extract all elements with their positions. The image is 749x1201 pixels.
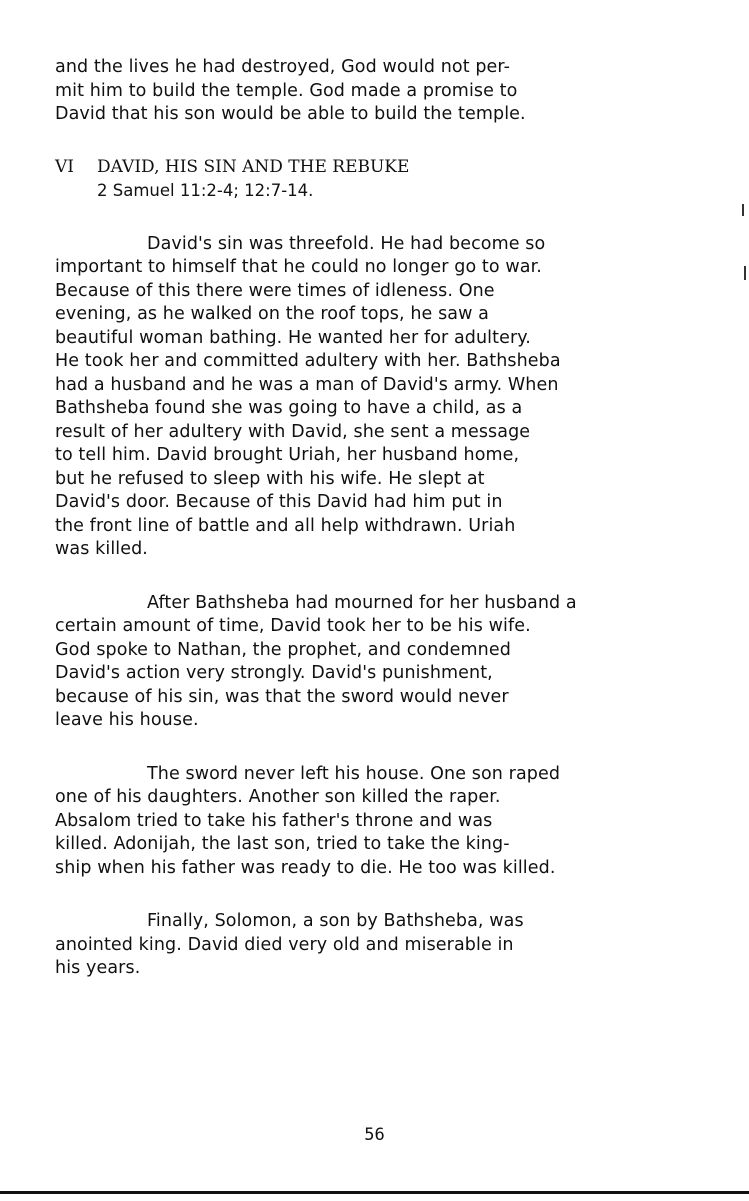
text-line: David's sin was threefold. He had become so bbox=[147, 233, 546, 254]
text-line: killed. Adonijah, the last son, tried to take the king- bbox=[55, 834, 510, 854]
text-line: God spoke to Nathan, the prophet, and condemned bbox=[55, 639, 511, 660]
scripture-reference: 2 Samuel 11:2-4; 12:7-14. bbox=[97, 180, 314, 200]
text-line: anointed king. David died very old and miserable in bbox=[55, 934, 514, 955]
paragraph-threefold-sin bbox=[55, 233, 745, 562]
text-line: was killed. bbox=[55, 539, 148, 559]
scan-artifact bbox=[742, 204, 744, 216]
opening-paragraph bbox=[55, 56, 745, 127]
text-line: David's action very strongly. David's punishment, bbox=[55, 663, 493, 683]
page-number: 56 bbox=[364, 1125, 385, 1145]
text-line: one of his daughters. Another son killed the raper. bbox=[55, 787, 501, 807]
text-line: result of her adultery with David, she sent a message bbox=[55, 421, 531, 442]
text-line: his years. bbox=[55, 958, 141, 978]
text-line: mit him to build the temple. God made a promise to bbox=[55, 80, 518, 101]
text-line: important to himself that he could no longer go to war. bbox=[55, 257, 542, 277]
text-line: beautiful woman bathing. He wanted her for adultery. bbox=[55, 327, 531, 348]
section-number: VI bbox=[55, 156, 74, 177]
section-title: DAVID, HIS SIN AND THE REBUKE bbox=[97, 156, 410, 177]
section-heading bbox=[55, 155, 745, 179]
text-line: The sword never left his house. One son raped bbox=[147, 763, 561, 784]
text-line: certain amount of time, David took her to be his wife. bbox=[55, 616, 531, 636]
text-line: After Bathsheba had mourned for her husband a bbox=[147, 592, 577, 613]
text-line: the front line of battle and all help withdrawn. Uriah bbox=[55, 515, 516, 536]
text-line: Absalom tried to take his father's throne and was bbox=[55, 810, 493, 831]
paragraph-nathan-rebuke bbox=[55, 592, 745, 733]
text-line: but he refused to sleep with his wife. He slept at bbox=[55, 468, 485, 489]
text-line: Bathsheba found she was going to have a child, as a bbox=[55, 398, 523, 418]
text-line: Finally, Solomon, a son by Bathsheba, was bbox=[147, 911, 524, 931]
page-bottom-edge bbox=[0, 1191, 749, 1194]
scan-artifact bbox=[744, 266, 746, 280]
text-line: to tell him. David brought Uriah, her husband home, bbox=[55, 445, 520, 465]
text-line: David that his son would be able to build the temple. bbox=[55, 104, 526, 124]
paragraph-sword-never-left bbox=[55, 763, 745, 881]
text-line: leave his house. bbox=[55, 710, 199, 730]
text-line: and the lives he had destroyed, God would not per- bbox=[55, 57, 511, 77]
paragraph-solomon-anointed bbox=[55, 910, 745, 981]
text-line: ship when his father was ready to die. He too was killed. bbox=[55, 857, 556, 878]
text-line: had a husband and he was a man of David's army. When bbox=[55, 374, 559, 395]
text-line: evening, as he walked on the roof tops, he saw a bbox=[55, 304, 490, 324]
document-page bbox=[55, 56, 745, 981]
text-line: David's door. Because of this David had him put in bbox=[55, 492, 503, 512]
text-line: Because of this there were times of idleness. One bbox=[55, 280, 495, 301]
text-line: because of his sin, was that the sword would never bbox=[55, 686, 509, 707]
text-line: He took her and committed adultery with her. Bathsheba bbox=[55, 351, 561, 371]
